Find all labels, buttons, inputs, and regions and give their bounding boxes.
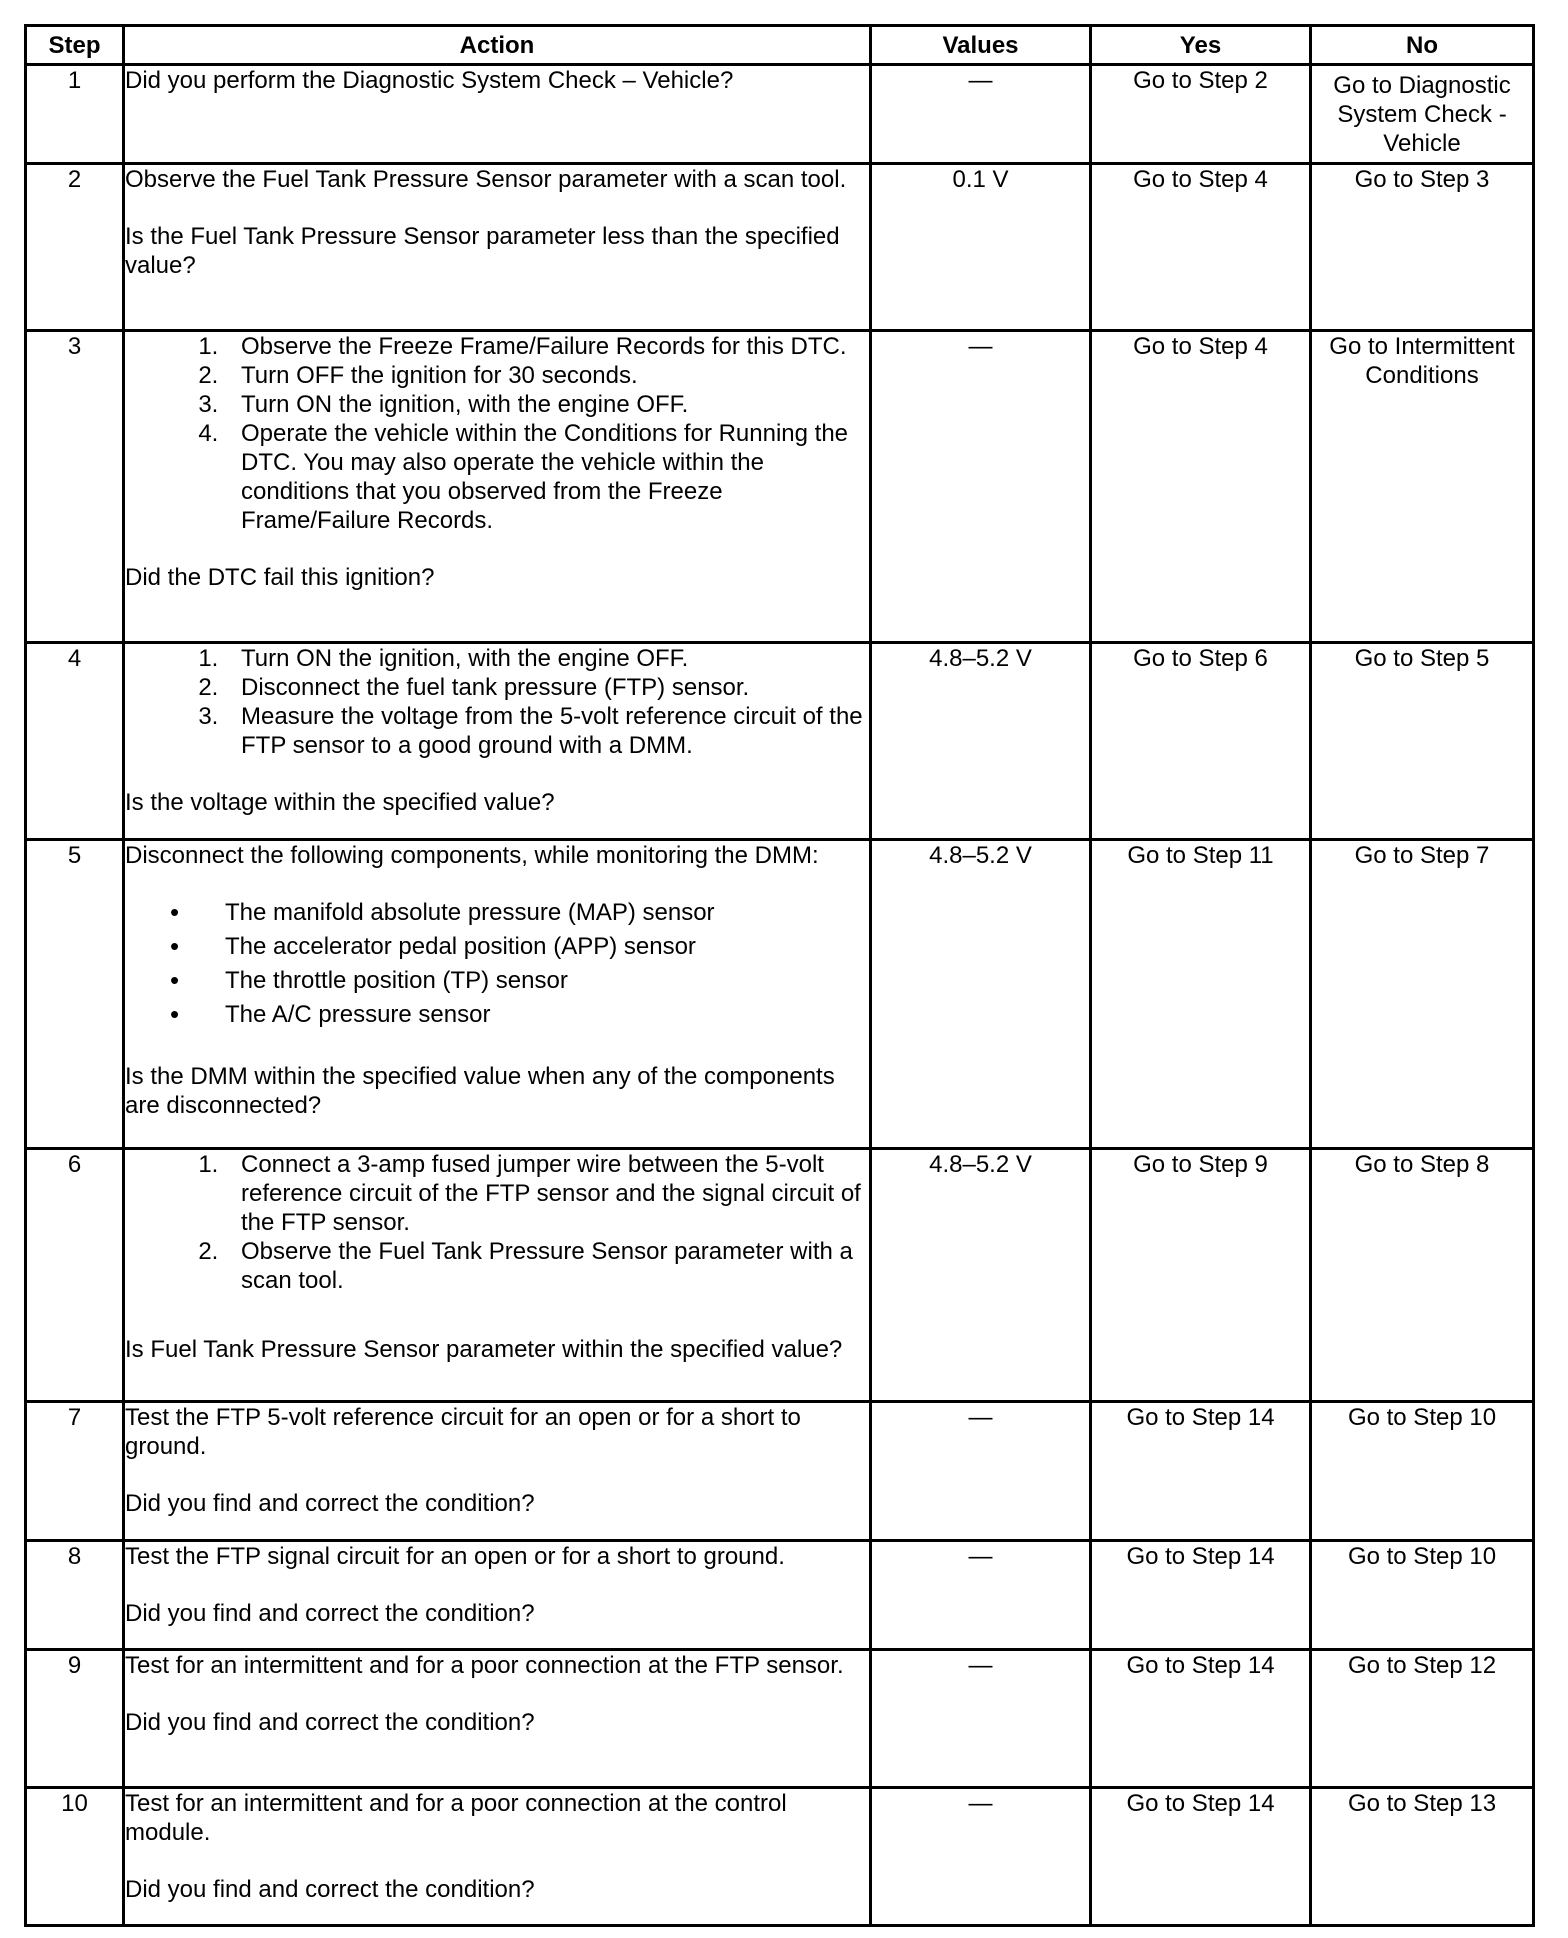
yes-cell: Go to Step 6 — [1091, 643, 1311, 840]
action-text: Did you perform the Diagnostic System Check – Vehicle? — [125, 67, 734, 94]
no-cell: Go to Intermittent Conditions — [1311, 331, 1534, 643]
header-no: No — [1311, 26, 1534, 65]
action-cell — [124, 65, 871, 164]
value-cell: 4.8–5.2 V — [871, 1149, 1091, 1402]
no-cell: Go to Diagnostic System Check - Vehicle — [1311, 65, 1534, 164]
list-item: 1. Turn ON the ignition, with the engine OFF. — [225, 644, 869, 673]
table-row — [26, 1541, 1534, 1650]
action-text: Test the FTP signal circuit for an open or for a short to ground. — [125, 1543, 785, 1570]
step-number: 8 — [26, 1541, 124, 1650]
action-question: Is the voltage within the specified value? — [125, 789, 555, 816]
table-row — [26, 1650, 1534, 1788]
action-step-list — [125, 332, 869, 535]
list-item: 3. Measure the voltage from the 5-volt reference circuit of the FTP sensor to a good ground with a DMM. — [225, 702, 869, 760]
component-bullet-list — [125, 898, 869, 1029]
step-number: 3 — [26, 331, 124, 643]
yes-cell: Go to Step 14 — [1091, 1541, 1311, 1650]
list-item: 4. Operate the vehicle within the Conditions for Running the DTC. You may also operate the vehicle within the conditions that you observed from the Freeze Frame/Failure Records. — [225, 419, 869, 535]
table-row — [26, 1402, 1534, 1541]
action-step-list — [125, 1150, 869, 1295]
value-cell: — — [871, 1788, 1091, 1926]
table-row — [26, 840, 1534, 1149]
list-item: 2. Turn OFF the ignition for 30 seconds. — [225, 361, 869, 390]
yes-cell: Go to Step 14 — [1091, 1788, 1311, 1926]
value-cell: 4.8–5.2 V — [871, 643, 1091, 840]
list-item: 2. Observe the Fuel Tank Pressure Sensor parameter with a scan tool. — [225, 1237, 869, 1295]
list-item: • The manifold absolute pressure (MAP) sensor — [225, 898, 869, 927]
step-number: 7 — [26, 1402, 124, 1541]
step-number: 1 — [26, 65, 124, 164]
step-number: 9 — [26, 1650, 124, 1788]
header-action: Action — [124, 26, 871, 65]
value-cell: 4.8–5.2 V — [871, 840, 1091, 1149]
action-cell — [124, 1402, 871, 1541]
table-row — [26, 643, 1534, 840]
action-text: Test for an intermittent and for a poor connection at the control module. — [125, 1790, 787, 1846]
no-cell: Go to Step 3 — [1311, 164, 1534, 331]
list-item: 3. Turn ON the ignition, with the engine OFF. — [225, 390, 869, 419]
value-cell: — — [871, 1541, 1091, 1650]
yes-cell: Go to Step 9 — [1091, 1149, 1311, 1402]
action-question: Did you find and correct the condition? — [125, 1709, 535, 1736]
action-question: Is the Fuel Tank Pressure Sensor parameter less than the specified value? — [125, 223, 840, 279]
action-step-list — [125, 644, 869, 760]
value-cell: — — [871, 331, 1091, 643]
yes-cell: Go to Step 14 — [1091, 1402, 1311, 1541]
action-cell — [124, 331, 871, 643]
header-values: Values — [871, 26, 1091, 65]
yes-cell: Go to Step 2 — [1091, 65, 1311, 164]
action-question: Did you find and correct the condition? — [125, 1876, 535, 1903]
action-cell — [124, 164, 871, 331]
no-cell: Go to Step 7 — [1311, 840, 1534, 1149]
step-number: 6 — [26, 1149, 124, 1402]
step-number: 2 — [26, 164, 124, 331]
action-question: Is Fuel Tank Pressure Sensor parameter within the specified value? — [125, 1336, 843, 1363]
list-item: • The accelerator pedal position (APP) sensor — [225, 932, 869, 961]
yes-cell: Go to Step 11 — [1091, 840, 1311, 1149]
header-step: Step — [26, 26, 124, 65]
value-cell: 0.1 V — [871, 164, 1091, 331]
action-question: Is the DMM within the specified value when any of the components are disconnected? — [125, 1063, 835, 1119]
action-question: Did the DTC fail this ignition? — [125, 564, 435, 591]
table-row — [26, 1149, 1534, 1402]
table-row — [26, 65, 1534, 164]
table-row — [26, 164, 1534, 331]
step-number: 4 — [26, 643, 124, 840]
action-cell — [124, 1788, 871, 1926]
no-cell: Go to Step 10 — [1311, 1402, 1534, 1541]
action-cell — [124, 643, 871, 840]
list-item: 2. Disconnect the fuel tank pressure (FTP) sensor. — [225, 673, 869, 702]
list-item: 1. Connect a 3-amp fused jumper wire between the 5-volt reference circuit of the FTP sensor and the signal circuit of the FTP sensor. — [225, 1150, 869, 1237]
list-item: 1. Observe the Freeze Frame/Failure Records for this DTC. — [225, 332, 869, 361]
diagnostic-table — [24, 24, 1535, 1927]
no-cell: Go to Step 5 — [1311, 643, 1534, 840]
no-cell: Go to Step 10 — [1311, 1541, 1534, 1650]
no-cell: Go to Step 8 — [1311, 1149, 1534, 1402]
action-text: Observe the Fuel Tank Pressure Sensor parameter with a scan tool. — [125, 166, 847, 193]
action-cell — [124, 1541, 871, 1650]
yes-cell: Go to Step 14 — [1091, 1650, 1311, 1788]
action-question: Did you find and correct the condition? — [125, 1600, 535, 1627]
yes-cell: Go to Step 4 — [1091, 331, 1311, 643]
table-header-row — [26, 26, 1534, 65]
action-text: Disconnect the following components, while monitoring the DMM: — [125, 842, 819, 869]
yes-cell: Go to Step 4 — [1091, 164, 1311, 331]
no-cell: Go to Step 13 — [1311, 1788, 1534, 1926]
action-cell — [124, 1149, 871, 1402]
step-number: 10 — [26, 1788, 124, 1926]
list-item: • The throttle position (TP) sensor — [225, 966, 869, 995]
value-cell: — — [871, 1402, 1091, 1541]
no-cell: Go to Step 12 — [1311, 1650, 1534, 1788]
action-cell — [124, 840, 871, 1149]
table-row — [26, 1788, 1534, 1926]
action-question: Did you find and correct the condition? — [125, 1490, 535, 1517]
value-cell: — — [871, 65, 1091, 164]
action-text: Test the FTP 5-volt reference circuit for an open or for a short to ground. — [125, 1404, 801, 1460]
header-yes: Yes — [1091, 26, 1311, 65]
value-cell: — — [871, 1650, 1091, 1788]
list-item: • The A/C pressure sensor — [225, 1000, 869, 1029]
step-number: 5 — [26, 840, 124, 1149]
action-cell — [124, 1650, 871, 1788]
table-row — [26, 331, 1534, 643]
action-text: Test for an intermittent and for a poor connection at the FTP sensor. — [125, 1652, 844, 1679]
